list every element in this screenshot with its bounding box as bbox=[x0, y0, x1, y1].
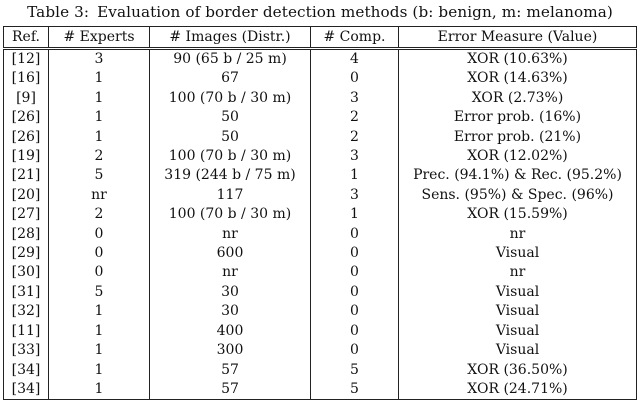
cell-ref: [19] bbox=[4, 147, 49, 166]
cell-comp: 0 bbox=[311, 225, 399, 244]
cell-ref: [34] bbox=[4, 361, 49, 380]
cell-comp: 2 bbox=[311, 128, 399, 147]
cell-comp: 1 bbox=[311, 166, 399, 185]
cell-images: 117 bbox=[150, 186, 311, 205]
cell-experts: 1 bbox=[49, 361, 150, 380]
cell-comp: 4 bbox=[311, 49, 399, 70]
cell-error-measure: Prec. (94.1%) & Rec. (95.2%) bbox=[399, 166, 637, 185]
table-caption bbox=[3, 0, 637, 24]
cell-images: 57 bbox=[150, 361, 311, 380]
cell-experts: 2 bbox=[49, 205, 150, 224]
table-row bbox=[4, 341, 637, 360]
cell-ref: [9] bbox=[4, 89, 49, 108]
cell-experts: 1 bbox=[49, 69, 150, 88]
cell-experts: 1 bbox=[49, 302, 150, 321]
cell-error-measure: Sens. (95%) & Spec. (96%) bbox=[399, 186, 637, 205]
cell-experts: 1 bbox=[49, 108, 150, 127]
table-row bbox=[4, 147, 637, 166]
border-detection-table bbox=[3, 26, 637, 400]
cell-ref: [26] bbox=[4, 108, 49, 127]
cell-experts: 2 bbox=[49, 147, 150, 166]
cell-experts: nr bbox=[49, 186, 150, 205]
cell-images: 319 (244 b / 75 m) bbox=[150, 166, 311, 185]
cell-images: 300 bbox=[150, 341, 311, 360]
cell-error-measure: Visual bbox=[399, 341, 637, 360]
cell-experts: 5 bbox=[49, 166, 150, 185]
cell-experts: 0 bbox=[49, 263, 150, 282]
cell-images: 30 bbox=[150, 302, 311, 321]
cell-comp: 1 bbox=[311, 205, 399, 224]
cell-comp: 5 bbox=[311, 380, 399, 400]
table-row bbox=[4, 361, 637, 380]
cell-images: 100 (70 b / 30 m) bbox=[150, 205, 311, 224]
cell-images: 67 bbox=[150, 69, 311, 88]
header-ref: Ref. bbox=[4, 27, 49, 49]
table-row bbox=[4, 49, 637, 70]
cell-comp: 0 bbox=[311, 341, 399, 360]
cell-error-measure: Error prob. (16%) bbox=[399, 108, 637, 127]
cell-images: 100 (70 b / 30 m) bbox=[150, 147, 311, 166]
cell-error-measure: Visual bbox=[399, 322, 637, 341]
cell-comp: 3 bbox=[311, 186, 399, 205]
cell-ref: [34] bbox=[4, 380, 49, 400]
cell-comp: 0 bbox=[311, 283, 399, 302]
table-row bbox=[4, 108, 637, 127]
cell-experts: 1 bbox=[49, 89, 150, 108]
header-experts: # Experts bbox=[49, 27, 150, 49]
cell-error-measure: XOR (10.63%) bbox=[399, 49, 637, 70]
cell-error-measure: nr bbox=[399, 263, 637, 282]
cell-images: 600 bbox=[150, 244, 311, 263]
cell-images: 100 (70 b / 30 m) bbox=[150, 89, 311, 108]
cell-error-measure: XOR (12.02%) bbox=[399, 147, 637, 166]
table-row bbox=[4, 244, 637, 263]
cell-error-measure: Error prob. (21%) bbox=[399, 128, 637, 147]
cell-comp: 5 bbox=[311, 361, 399, 380]
cell-images: 90 (65 b / 25 m) bbox=[150, 49, 311, 70]
cell-error-measure: XOR (24.71%) bbox=[399, 380, 637, 400]
cell-ref: [20] bbox=[4, 186, 49, 205]
table-row bbox=[4, 322, 637, 341]
cell-experts: 1 bbox=[49, 322, 150, 341]
cell-comp: 0 bbox=[311, 69, 399, 88]
table-row bbox=[4, 89, 637, 108]
table-row bbox=[4, 302, 637, 321]
cell-ref: [27] bbox=[4, 205, 49, 224]
cell-ref: [16] bbox=[4, 69, 49, 88]
table-container bbox=[3, 26, 637, 400]
cell-ref: [30] bbox=[4, 263, 49, 282]
cell-ref: [33] bbox=[4, 341, 49, 360]
cell-ref: [11] bbox=[4, 322, 49, 341]
cell-experts: 5 bbox=[49, 283, 150, 302]
table-row bbox=[4, 69, 637, 88]
table-row bbox=[4, 263, 637, 282]
cell-experts: 1 bbox=[49, 341, 150, 360]
header-comp: # Comp. bbox=[311, 27, 399, 49]
cell-ref: [21] bbox=[4, 166, 49, 185]
table-header-row bbox=[4, 27, 637, 49]
cell-comp: 0 bbox=[311, 322, 399, 341]
cell-comp: 0 bbox=[311, 263, 399, 282]
cell-ref: [29] bbox=[4, 244, 49, 263]
table-body bbox=[4, 49, 637, 400]
cell-error-measure: nr bbox=[399, 225, 637, 244]
table-row bbox=[4, 128, 637, 147]
cell-images: 400 bbox=[150, 322, 311, 341]
cell-error-measure: Visual bbox=[399, 302, 637, 321]
cell-error-measure: Visual bbox=[399, 283, 637, 302]
cell-experts: 0 bbox=[49, 225, 150, 244]
cell-error-measure: XOR (2.73%) bbox=[399, 89, 637, 108]
table-row bbox=[4, 380, 637, 400]
cell-error-measure: Visual bbox=[399, 244, 637, 263]
cell-comp: 3 bbox=[311, 89, 399, 108]
cell-experts: 1 bbox=[49, 128, 150, 147]
header-error-measure: Error Measure (Value) bbox=[399, 27, 637, 49]
table-row bbox=[4, 225, 637, 244]
cell-images: 50 bbox=[150, 108, 311, 127]
cell-images: 57 bbox=[150, 380, 311, 400]
cell-comp: 0 bbox=[311, 244, 399, 263]
cell-error-measure: XOR (15.59%) bbox=[399, 205, 637, 224]
cell-images: 30 bbox=[150, 283, 311, 302]
table-row bbox=[4, 283, 637, 302]
cell-ref: [26] bbox=[4, 128, 49, 147]
cell-comp: 0 bbox=[311, 302, 399, 321]
table-row bbox=[4, 186, 637, 205]
cell-images: nr bbox=[150, 263, 311, 282]
cell-comp: 2 bbox=[311, 108, 399, 127]
cell-experts: 1 bbox=[49, 380, 150, 400]
header-images: # Images (Distr.) bbox=[150, 27, 311, 49]
cell-ref: [32] bbox=[4, 302, 49, 321]
cell-images: nr bbox=[150, 225, 311, 244]
table-caption-label: Table 3: bbox=[27, 3, 90, 21]
cell-ref: [12] bbox=[4, 49, 49, 70]
table-row bbox=[4, 205, 637, 224]
cell-comp: 3 bbox=[311, 147, 399, 166]
cell-ref: [31] bbox=[4, 283, 49, 302]
table-row bbox=[4, 166, 637, 185]
cell-experts: 0 bbox=[49, 244, 150, 263]
cell-images: 50 bbox=[150, 128, 311, 147]
cell-ref: [28] bbox=[4, 225, 49, 244]
cell-experts: 3 bbox=[49, 49, 150, 70]
cell-error-measure: XOR (14.63%) bbox=[399, 69, 637, 88]
table-caption-text: Evaluation of border detection methods (b: benign, m: melanoma) bbox=[97, 3, 613, 21]
cell-error-measure: XOR (36.50%) bbox=[399, 361, 637, 380]
